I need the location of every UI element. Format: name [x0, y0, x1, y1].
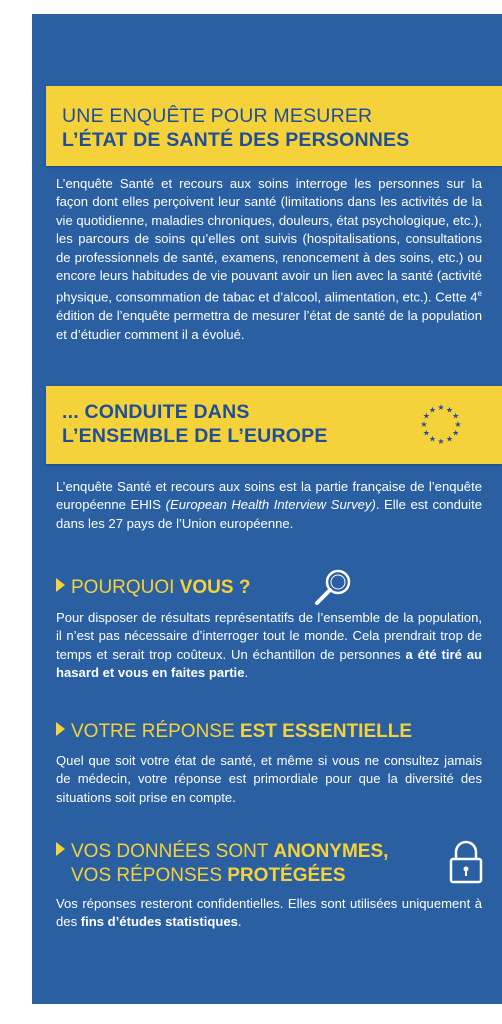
why-you-description: [56, 609, 482, 683]
info-panel: [32, 14, 502, 1004]
svg-text:★: ★: [428, 434, 437, 444]
banner-health-survey: [46, 86, 502, 166]
edition-superscript: e: [477, 289, 482, 299]
svg-text:★: ★: [420, 420, 428, 429]
survey-description-a: L’enquête Santé et recours aux soins interroge les personnes sur la façon dont elles perçoivent leur santé (limitations dans les activités de la vie quotidienne, maladies chroniques, douleurs, état psychologique, etc.), les parcours de soins qu’elles ont suivis (hospitalisations, consultations de professionnels de santé, examens, renoncement à des soins, etc.) ou encore leurs habitudes de vie pouvant avoir un lien avec la santé (activité physique, consommation de tabac et d’alcool, alimentation, etc.). Cette 4: [56, 176, 482, 305]
banner-europe: [46, 386, 502, 464]
svg-text:★: ★: [422, 428, 430, 438]
why-you-description-a: Pour disposer de résultats représentatifs de l’ensemble de la population, il n’est pas nécessaire d’interroger tout le monde. Cela prendrait trop de temps et serait trop coûteux. Un échantillon de personnes: [56, 610, 482, 662]
europe-description-a: L’enquête Santé et recours aux soins est la partie française de l’enquête européenne EHIS: [56, 479, 482, 513]
heading-why-you-bold: VOUS ?: [179, 577, 251, 598]
svg-text:★: ★: [454, 420, 462, 429]
svg-text:★: ★: [437, 403, 445, 412]
banner-europe-line1: ... CONDUITE DANS: [62, 401, 250, 423]
heading-data-line2: [56, 864, 476, 888]
padlock-icon: [446, 839, 486, 885]
europe-description: [56, 478, 482, 533]
heading-why-you-regular: POURQUOI: [71, 577, 180, 598]
data-protection-description: [56, 895, 482, 932]
banner-line1: UNE ENQUÊTE POUR MESURER: [62, 105, 373, 127]
heading-why-you: [56, 576, 476, 600]
heading-data-line1-bold: ANONYMES,: [273, 841, 389, 862]
banner-health-survey-title: [62, 104, 409, 152]
ehis-full-name: (European Health Interview Survey): [165, 497, 376, 513]
data-protection-description-bold: fins d’études statistiques: [80, 914, 238, 930]
your-answer-description: Quel que soit votre état de santé, et même si vous ne consultez jamais de médecin, votre réponse est primordiale pour que la diversité des situations soit prise en compte.: [56, 753, 482, 805]
heading-your-answer-bold: EST ESSENTIELLE: [239, 721, 413, 742]
banner-line2: L’ÉTAT DE SANTÉ DES PERSONNES: [62, 129, 410, 151]
svg-text:★: ★: [445, 434, 454, 444]
magnifier-icon: [308, 567, 356, 611]
svg-text:★: ★: [437, 437, 445, 446]
svg-text:★: ★: [428, 405, 437, 415]
svg-text:★: ★: [422, 411, 430, 421]
data-protection-description-b: .: [237, 914, 242, 930]
arrow-right-icon: [56, 578, 65, 592]
heading-data-line2-bold: PROTÉGÉES: [227, 865, 346, 886]
heading-data-anonymous: [56, 840, 476, 888]
survey-description-b: édition de l’enquête permettra de mesurer l’état de santé de la population et d’étudier comment il a évolué.: [56, 308, 482, 342]
survey-description: [56, 175, 482, 344]
eu-stars-icon: [416, 402, 466, 452]
heading-your-answer-regular: VOTRE RÉPONSE: [71, 721, 240, 742]
arrow-right-icon: [56, 842, 65, 856]
why-you-description-b: .: [244, 665, 249, 681]
svg-text:★: ★: [452, 411, 460, 421]
svg-text:★: ★: [445, 405, 454, 415]
europe-description-b: . Elle est conduite dans les 27 pays de l’Union européenne.: [56, 497, 482, 531]
heading-your-answer: [56, 720, 476, 744]
heading-data-line2-regular: VOS RÉPONSES: [71, 865, 228, 886]
arrow-right-icon: [56, 722, 65, 736]
heading-data-line1-regular: VOS DONNÉES SONT: [71, 841, 274, 862]
banner-europe-title: [62, 400, 328, 448]
svg-text:★: ★: [452, 428, 460, 438]
data-protection-description-a: Vos réponses resteront confidentielles. Elles sont utilisées uniquement à des: [56, 896, 482, 930]
why-you-description-bold: a été tiré au hasard et vous en faites partie: [56, 646, 482, 681]
banner-europe-line2: L’ENSEMBLE DE L’EUROPE: [62, 425, 328, 447]
